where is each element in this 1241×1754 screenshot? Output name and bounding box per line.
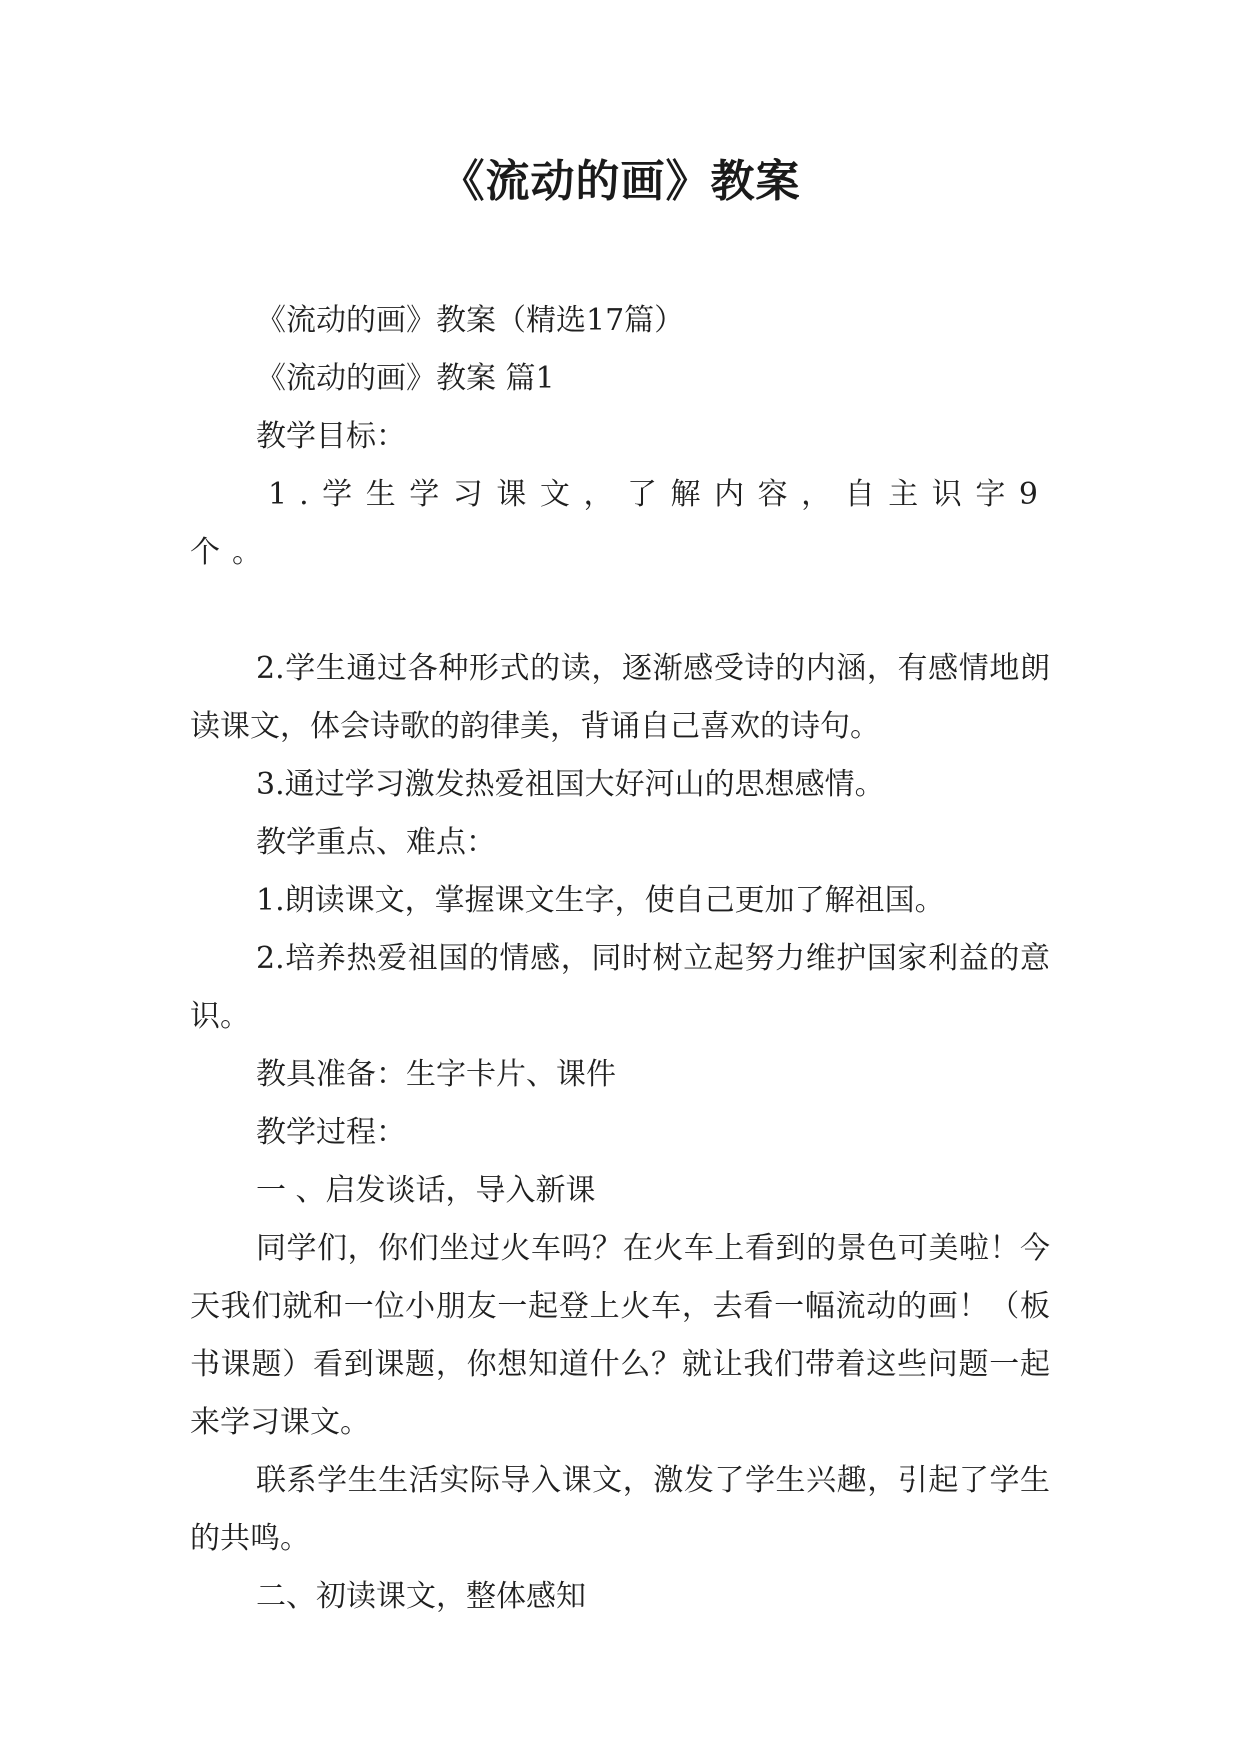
paragraph-process-heading: 教学过程： xyxy=(256,1115,406,1150)
paragraph-step-1-text: 同学们，你们坐过火车吗？在火车上看到的景色可美啦！今天我们就和一位小朋友一起登上火车，去看一幅流动的画！（板书课题）看到课题，你想知道什么？就让我们带着这些问题一起来学习课文。 xyxy=(190,1231,1050,1440)
paragraph-key-point-2: 2.培养热爱祖国的情感，同时树立起努力维护国家利益的意识。 xyxy=(190,941,1050,1034)
paragraph-section-heading: 《流动的画》教案 篇1 xyxy=(256,361,555,396)
document-title: 《流动的画》教案 xyxy=(440,156,801,207)
paragraph-materials: 教具准备：生字卡片、课件 xyxy=(256,1057,616,1092)
paragraph-step-2-heading: 二、初读课文，整体感知 xyxy=(256,1579,586,1614)
paragraph-objectives-heading: 教学目标： xyxy=(256,419,406,454)
document-body xyxy=(190,292,1050,1626)
paragraph-step-1-note: 联系学生生活实际导入课文，激发了学生兴趣，引起了学生的共鸣。 xyxy=(190,1463,1050,1556)
paragraph-objective-3: 3.通过学习激发热爱祖国大好河山的思想感情。 xyxy=(256,767,885,802)
paragraph-step-1-heading: 一 、启发谈话，导入新课 xyxy=(256,1173,596,1208)
paragraph-objective-1: 1.学生学习课文，了解内容，自主识字9个。 xyxy=(190,477,1050,570)
paragraph-subtitle: 《流动的画》教案（精选17篇） xyxy=(256,303,685,338)
paragraph-key-points-heading: 教学重点、难点： xyxy=(256,825,496,860)
paragraph-key-point-1: 1.朗读课文，掌握课文生字，使自己更加了解祖国。 xyxy=(256,883,945,918)
paragraph-objective-2: 2.学生通过各种形式的读，逐渐感受诗的内涵，有感情地朗读课文，体会诗歌的韵律美，背诵自己喜欢的诗句。 xyxy=(190,651,1050,744)
